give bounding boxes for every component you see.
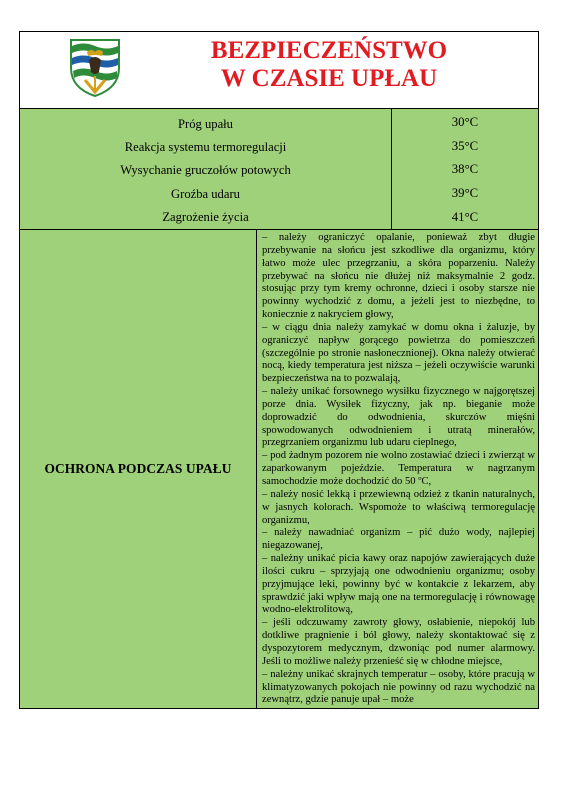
- threshold-value: 35°C: [451, 138, 479, 153]
- threshold-label: Zagrożenie życia: [162, 209, 249, 224]
- threshold-label: Wysychanie gruczołów potowych: [120, 163, 291, 178]
- threshold-label: Reakcja systemu termoregulacji: [124, 140, 287, 155]
- threshold-label: Próg upału: [178, 117, 233, 132]
- threshold-labels-column: [20, 109, 392, 229]
- advice-item: – w ciągu dnia należy zamykać w domu okna i żaluzje, by ograniczyć napływ gorącego powietrza do pomieszczeń (szczególnie po stronie nasłonecznionej). Okna należy otwierać nocą, kiedy temperatura jest niższa – jeżeli oczywiście warunki bezpieczeństwa na to pozwalają,: [262, 321, 535, 385]
- threshold-value: 30°C: [451, 115, 479, 130]
- protection-heading: OCHRONA PODCZAS UPAŁU: [20, 230, 257, 708]
- advice-item: – należy nosić lekką i przewiewną odzież z tkanin naturalnych, w jasnych kolorach. Wspomoże to właściwą termoregulację organizmu,: [262, 488, 535, 526]
- advice-item: – należny unikać skrajnych temperatur – osoby, które pracują w klimatyzowanych pokojach nie powinny od razu wychodzić na zewnątrz, gdzie panuje upał – może: [262, 668, 535, 706]
- protection-section: [20, 230, 538, 708]
- protection-advice-list: [257, 230, 538, 708]
- document-sheet: [19, 31, 539, 709]
- advice-item: – należy nawadniać organizm – pić dużo wody, najlepiej niegazowanej,: [262, 527, 535, 552]
- advice-item: – należny unikać picia kawy oraz napojów zawierających duże ilości cukru – sprzyjają one odwodnieniu organizmu; osoby przyjmujące leki, powinny być w kontakcie z lekarzem, aby sprawdzić jaki wpływ mają one na termoregulację i równowagę wodno-elektrolitową,: [262, 553, 535, 616]
- temperature-thresholds-table: [20, 109, 538, 230]
- threshold-values-column: [392, 109, 538, 229]
- advice-item: – jeśli odczuwamy zawroty głowy, osłabienie, niepokój lub dotkliwe pragnienie i ból głowy, należy skontaktować się z dyspozytorem medycznym, dzwoniąc pod numer alarmowy. Jeśli to możliwe należy przenieść się w chłodne miejsce,: [262, 617, 535, 667]
- page-title: [130, 37, 528, 93]
- threshold-value: 39°C: [451, 186, 479, 201]
- threshold-value: 41°C: [451, 209, 479, 224]
- title-line-1: BEZPIECZEŃSTWO: [210, 37, 448, 64]
- header: [20, 32, 538, 109]
- threshold-label: Groźba udaru: [171, 186, 240, 201]
- threshold-value: 38°C: [451, 162, 479, 177]
- advice-item: – należy unikać forsownego wysiłku fizycznego w najgorętszej porze dnia. Wysiłek fizyczny, jak np. bieganie może doprowadzić do odwodnienia, skurczów mięśni spowodowanych odwodnieniem i utratą minerałów, przegrzaniem organizmu lub udaru cieplnego,: [262, 386, 535, 449]
- advice-item: – należy ograniczyć opalanie, ponieważ zbyt długie przebywanie na słońcu jest szkodliwe dla organizmu, który łatwo może ulec przegrzaniu, a skóra poparzeniu. Należy przebywać na słońcu nie dłużej niż maksymalnie 2 godz. stosując przy tym kremy ochronne, dzieci i osoby starsze nie powinny wychodzić z domu, a jeżeli jest to niezbędne, to koniecznie z nakryciem głowy,: [262, 231, 535, 321]
- title-line-2: W CZASIE UPŁAU: [220, 65, 438, 92]
- coat-of-arms-icon: [69, 38, 121, 98]
- advice-item: – pod żadnym pozorem nie wolno zostawiać dzieci i zwierząt w zaparkowanym pojeździe. Temperatura w nagrzanym samochodzie może dochodzić do 50 ºC,: [262, 450, 535, 487]
